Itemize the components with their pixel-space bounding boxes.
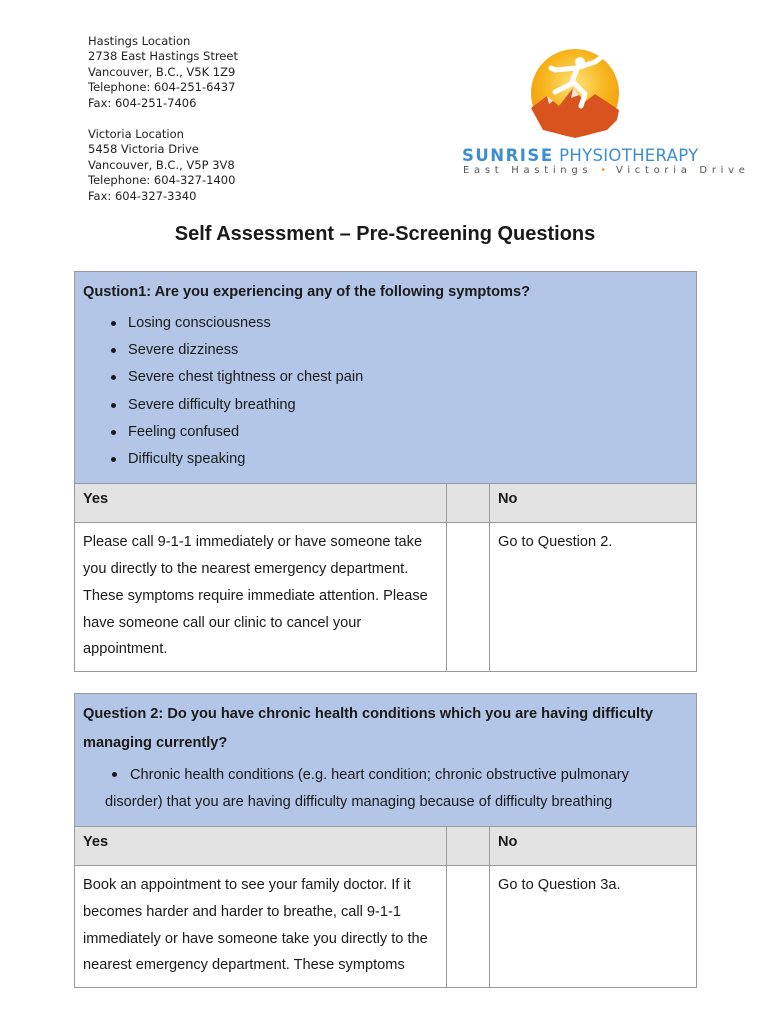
separator-dot-icon: • xyxy=(600,165,609,176)
spacer-cell xyxy=(447,523,490,672)
page-title: Self Assessment – Pre-Screening Questions xyxy=(174,223,596,245)
list-item: Severe difficulty breathing xyxy=(83,392,688,419)
no-header: No xyxy=(490,484,697,523)
no-header: No xyxy=(490,827,697,866)
bullet-icon xyxy=(112,772,117,777)
spacer-cell xyxy=(447,484,490,523)
question-1-header xyxy=(75,272,697,484)
no-answer: Go to Question 2. xyxy=(490,523,697,672)
list-item: Difficulty speaking xyxy=(83,446,688,473)
brand-locations: East Hastings • Victoria Drive xyxy=(463,165,750,176)
hastings-address xyxy=(88,34,238,111)
yes-header: Yes xyxy=(75,827,447,866)
telephone: Telephone: 604-327-1400 xyxy=(88,173,236,188)
list-item: Severe dizziness xyxy=(83,337,688,364)
list-item: Feeling confused xyxy=(83,419,688,446)
telephone: Telephone: 604-251-6437 xyxy=(88,80,236,95)
question-2-text: Question 2: Do you have chronic health conditions which you are having difficulty managing currently? xyxy=(83,706,654,751)
city: Vancouver, B.C., V5P 3V8 xyxy=(88,157,235,172)
question-2-table xyxy=(74,693,697,988)
victoria-address xyxy=(88,127,235,204)
question-2-header xyxy=(75,694,697,827)
question-1-text: Qustion1: Are you experiencing any of the following symptoms? xyxy=(83,284,531,300)
no-answer: Go to Question 3a. xyxy=(490,866,697,988)
sunrise-physiotherapy-logo xyxy=(455,48,750,183)
list-item: Chronic health conditions (e.g. heart condition; chronic obstructive pulmonary disorder) that you are having difficulty managing because of difficulty breathing xyxy=(105,767,629,810)
spacer-cell xyxy=(447,827,490,866)
yes-answer: Book an appointment to see your family doctor. If it becomes harder and harder to breathe, call 9-1-1 immediately or have someone take you directly to the nearest emergency department. These symptoms xyxy=(75,866,447,988)
location-name: Hastings Location xyxy=(88,34,191,48)
question-1-table xyxy=(74,271,697,672)
symptom-list xyxy=(83,310,688,473)
fax: Fax: 604-327-3340 xyxy=(88,188,197,203)
fax: Fax: 604-251-7406 xyxy=(88,95,197,110)
list-item: Losing consciousness xyxy=(83,310,688,337)
sun-runner-icon xyxy=(525,48,625,140)
brand-name: SUNRISE PHYSIOTHERAPY xyxy=(462,146,699,165)
yes-answer: Please call 9-1-1 immediately or have someone take you directly to the nearest emergency department. These symptoms require immediate attention. Please have someone call our clinic to cancel your appointment. xyxy=(75,523,447,672)
location-name: Victoria Location xyxy=(88,127,184,141)
yes-header: Yes xyxy=(75,484,447,523)
street: 2738 East Hastings Street xyxy=(88,49,238,64)
city: Vancouver, B.C., V5K 1Z9 xyxy=(88,64,236,79)
spacer-cell xyxy=(447,866,490,988)
street: 5458 Victoria Drive xyxy=(88,142,199,157)
list-item: Severe chest tightness or chest pain xyxy=(83,364,688,391)
